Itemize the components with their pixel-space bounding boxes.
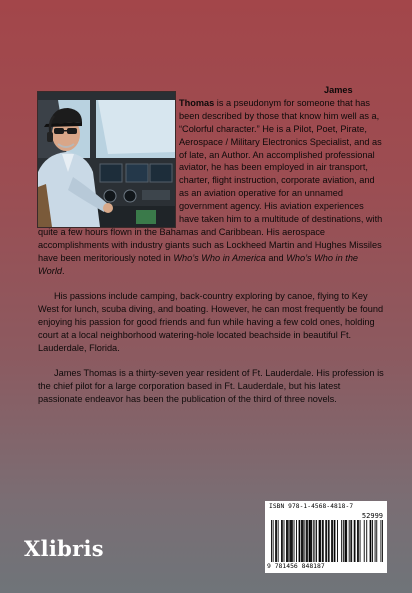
ean-digits: 9 781456 848187: [267, 562, 325, 570]
barcode-bar: [332, 520, 333, 562]
barcode-bar: [372, 520, 373, 562]
barcode-bar: [303, 520, 304, 562]
barcode-bar: [376, 520, 377, 562]
barcode-bar: [370, 520, 371, 562]
barcode-bar: [354, 520, 355, 562]
barcode-bar: [302, 520, 303, 562]
bio-paragraph-2: His passions include camping, back-country exploring by canoe, flying to Key West for lunch, scuba diving, and boating. However, he can most frequently be found enjoying his passion for good friends and fun while having a few cold ones, holding court at a local neighborhood watering-hole located beachside in beautiful Ft. Lauderdale, Florida.: [38, 291, 384, 353]
barcode-bar: [275, 520, 276, 562]
barcode-bar: [345, 520, 346, 562]
barcode-bar: [331, 520, 332, 562]
barcode-bar: [346, 520, 347, 562]
bio-p1-end: .: [62, 265, 65, 276]
barcode-bar: [281, 520, 282, 562]
barcode-bar: [358, 520, 359, 562]
barcode-bar: [289, 520, 290, 562]
barcode-bar: [271, 520, 272, 562]
barcode-bar: [313, 520, 314, 562]
barcode-bar: [341, 520, 342, 562]
barcode-bar: [290, 520, 291, 562]
isbn-barcode: [265, 501, 387, 573]
bio-p1-italic-2: Who’s Who in the World: [38, 252, 359, 276]
barcode-bar: [301, 520, 302, 562]
barcode-bar: [320, 520, 321, 562]
barcode-bar: [294, 520, 295, 562]
barcode-bar: [306, 520, 307, 562]
barcode-bar: [316, 520, 317, 562]
barcode-bar: [360, 520, 361, 562]
barcode-bar: [278, 520, 279, 562]
barcode-bar: [337, 520, 338, 562]
barcode-bar: [349, 520, 350, 562]
barcode-bar: [357, 520, 358, 562]
publisher-logo: Xlibris: [24, 536, 104, 561]
isbn-number: ISBN 978-1-4568-4818-7: [269, 503, 354, 510]
barcode-bar: [284, 520, 285, 562]
barcode-bar: [309, 520, 310, 562]
barcode-bar: [273, 520, 274, 562]
photo-spacer: [38, 91, 179, 224]
barcode-bar: [382, 520, 383, 562]
barcode-bar: [314, 520, 315, 562]
barcode-bar: [345, 520, 346, 562]
barcode-bar: [323, 520, 324, 562]
barcode-bar: [299, 520, 300, 562]
barcode-bar: [326, 520, 327, 562]
barcode-bar: [311, 520, 312, 562]
barcode-bar: [299, 520, 300, 562]
barcode-bar: [350, 520, 351, 562]
barcode-bar: [286, 520, 287, 562]
barcode-bar: [292, 520, 293, 562]
barcode-bar: [288, 520, 289, 562]
barcode-bar: [276, 520, 277, 562]
barcode-bar: [343, 520, 344, 562]
barcode-bar: [355, 520, 356, 562]
barcode-bar: [334, 520, 335, 562]
barcode-bar: [351, 520, 352, 562]
barcode-bar: [335, 520, 336, 562]
barcode-bar: [282, 520, 283, 562]
barcode-bar: [329, 520, 330, 562]
barcode-bar: [322, 520, 323, 562]
barcode-bar: [307, 520, 308, 562]
barcode-bar: [296, 520, 297, 562]
bio-p1-italic-1: Who’s Who in America: [173, 252, 266, 263]
barcode-bar: [364, 520, 365, 562]
barcode-bar: [287, 520, 288, 562]
barcode-bar: [325, 520, 326, 562]
barcode-bar: [309, 520, 310, 562]
barcode-bar: [319, 520, 320, 562]
barcode-bar: [304, 520, 305, 562]
barcode-bar: [310, 520, 311, 562]
barcode-bars: [271, 520, 383, 562]
author-bio: [38, 84, 386, 419]
author-name: James Thomas: [179, 85, 353, 108]
price-code: 52999: [361, 512, 383, 520]
bio-paragraph-3: James Thomas is a thirty-seven year resident of Ft. Lauderdale. His profession is the chief pilot for a large corporation based in Ft. Lauderdale, but his latest passionate endeavor has been the publication of the third of three novels.: [38, 368, 384, 405]
bio-p1-and: and: [265, 252, 287, 263]
barcode-bar: [319, 520, 320, 562]
barcode-bar: [370, 520, 371, 562]
barcode-bar: [380, 520, 381, 562]
bio-p1-text: is a pseudonym for someone that has been described by those that know him well as a, “Colorful character.” He is a Pilot, Poet, Pirate, Aerospace / Military Electronics Specialist, and as of late, an Author. An accomplished professional aviator, he has been employed in air transport, charter, flight instruction, corporate aviation, and as an aviation operative for an unnamed government agency. His aviation experiences have taken him to a multitude of destinations, with quite a few hours flown in the Bahamas and Caribbean. His aerospace accomplishments with industry giants such as Lockheed Martin and Hughes Missiles have been meritoriously noted in: [38, 97, 383, 263]
barcode-bar: [328, 520, 329, 562]
barcode-bar: [366, 520, 367, 562]
barcode-bar: [291, 520, 292, 562]
barcode-bar: [375, 520, 376, 562]
